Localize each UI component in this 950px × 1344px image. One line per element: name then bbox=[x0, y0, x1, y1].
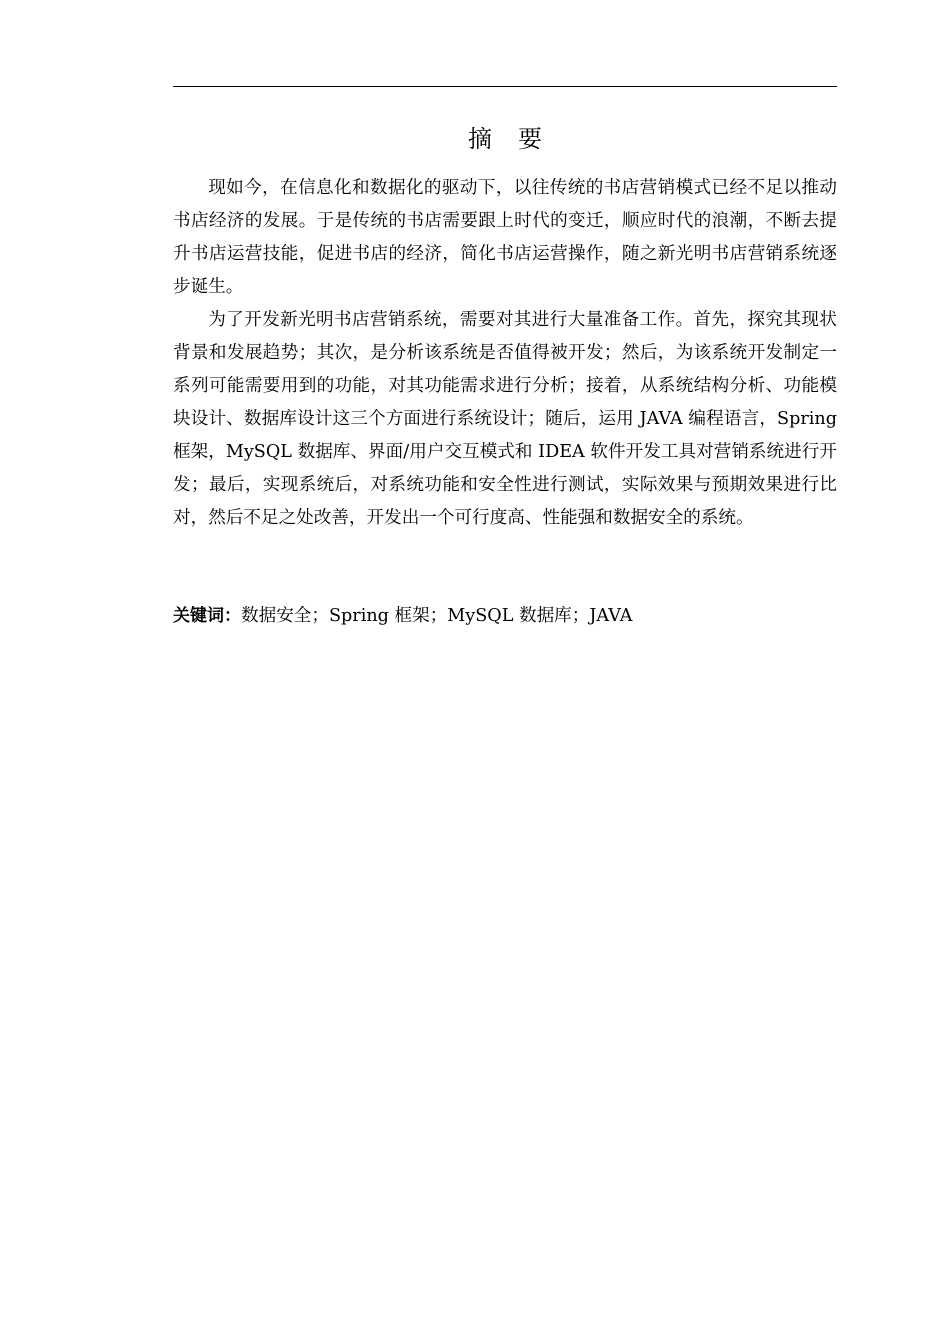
abstract-body bbox=[173, 172, 837, 535]
header-rule bbox=[173, 86, 837, 87]
keywords-text: 数据安全；Spring 框架；MySQL 数据库；JAVA bbox=[241, 606, 633, 626]
keywords-label: 关键词： bbox=[173, 606, 241, 626]
abstract-title-char-1: 摘 bbox=[468, 125, 492, 153]
abstract-title bbox=[173, 122, 837, 156]
abstract-paragraph-2: 为了开发新光明书店营销系统，需要对其进行大量准备工作。首先，探究其现状背景和发展趋势；其次，是分析该系统是否值得被开发；然后，为该系统开发制定一系列可能需要用到的功能，对其功能需求进行分析；接着，从系统结构分析、功能模块设计、数据库设计这三个方面进行系统设计；随后，运用 JAVA 编程语言，Spring 框架，MySQL 数据库、界面/用户交互模式和 IDEA 软件开发工具对营销系统进行开发；最后，实现系统后，对系统功能和安全性进行测试，实际效果与预期效果进行比对，然后不足之处改善，开发出一个可行度高、性能强和数据安全的系统。 bbox=[173, 310, 837, 528]
abstract-paragraph-1: 现如今，在信息化和数据化的驱动下，以往传统的书店营销模式已经不足以推动书店经济的发展。于是传统的书店需要跟上时代的变迁，顺应时代的浪潮，不断去提升书店运营技能，促进书店的经济，简化书店运营操作，随之新光明书店营销系统逐步诞生。 bbox=[173, 178, 837, 297]
abstract-title-char-2: 要 bbox=[518, 125, 542, 153]
keywords-line bbox=[173, 600, 837, 633]
